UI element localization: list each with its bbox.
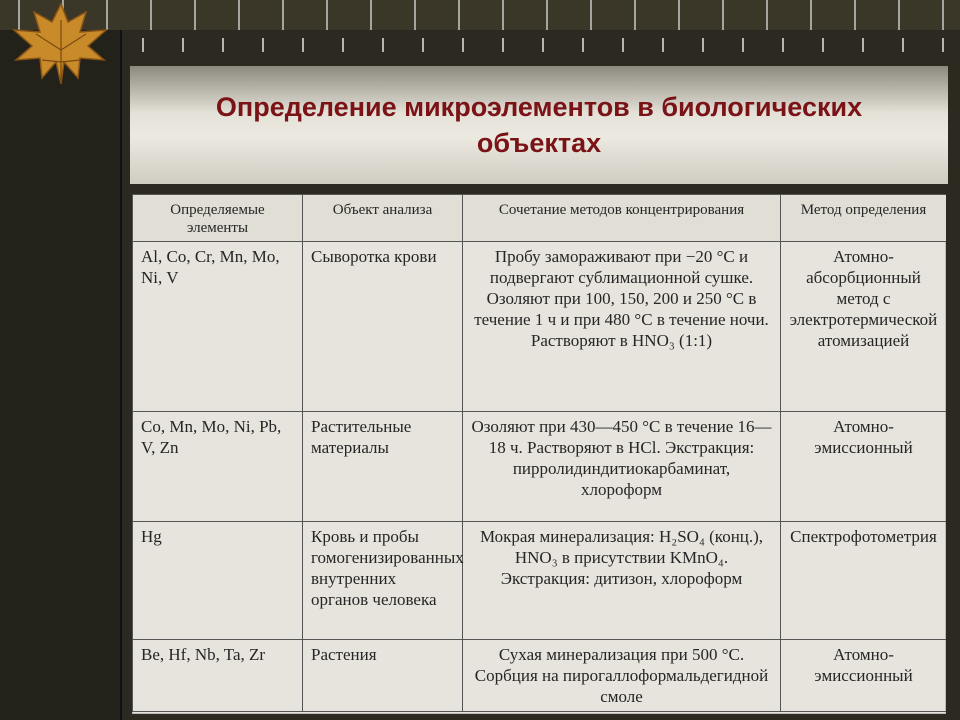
header-methods: Сочетание методов концентрирования bbox=[463, 195, 781, 242]
cell-object: Сыворотка крови bbox=[303, 242, 463, 412]
cell-determination: Атомно-эмиссионный bbox=[781, 412, 947, 522]
cell-determination: Атомно-абсорбционный метод с электротермической атомизацией bbox=[781, 242, 947, 412]
cell-determination: Спектрофотометрия bbox=[781, 522, 947, 640]
cell-object: Кровь и пробы гомогенизированных внутренних органов человека bbox=[303, 522, 463, 640]
table-header-row bbox=[133, 195, 947, 242]
cell-elements: Be, Hf, Nb, Ta, Zr bbox=[133, 640, 303, 712]
cell-elements: Hg bbox=[133, 522, 303, 640]
header-determination: Метод определения bbox=[781, 195, 947, 242]
cell-methods: Сухая минерализация при 500 °С. Сорбция на пирогаллоформальдегидной смоле bbox=[463, 640, 781, 712]
background-fleck-row bbox=[120, 38, 960, 52]
header-object: Объект анализа bbox=[303, 195, 463, 242]
methods-table bbox=[132, 194, 946, 712]
table-row bbox=[133, 412, 947, 522]
table-row bbox=[133, 640, 947, 712]
cell-elements: Al, Co, Cr, Mn, Mo, Ni, V bbox=[133, 242, 303, 412]
cell-methods: Пробу замораживают при −20 °С и подвергают сублимационной сушке. Озоляют при 100, 150, 200 и 250 °С в течение 1 ч и при 480 °С в течение ночи. Растворяют в HNO₃ (1:1) bbox=[463, 242, 781, 412]
cell-methods: Мокрая минерализация: H₂SO₄ (конц.), HNO₃ в присутствии KMnO₄. Экстракция: дитизон, хлороформ bbox=[463, 522, 781, 640]
table-row bbox=[133, 522, 947, 640]
cell-elements: Co, Mn, Mo, Ni, Pb, V, Zn bbox=[133, 412, 303, 522]
table-row bbox=[133, 242, 947, 412]
title-bar bbox=[130, 66, 948, 184]
autumn-leaf-icon bbox=[6, 0, 116, 86]
header-elements: Определяемые элементы bbox=[133, 195, 303, 242]
cell-object: Растительные материалы bbox=[303, 412, 463, 522]
cell-methods: Озоляют при 430—450 °С в течение 16—18 ч. Растворяют в HCl. Экстракция: пирролидиндитиокарбаминат, хлороформ bbox=[463, 412, 781, 522]
cell-determination: Атомно-эмиссионный bbox=[781, 640, 947, 712]
cell-object: Растения bbox=[303, 640, 463, 712]
scanned-table-image bbox=[132, 194, 946, 714]
background-left-panel bbox=[0, 30, 122, 720]
background-top-band bbox=[0, 0, 960, 30]
slide-title: Определение микроэлементов в биологических объектах bbox=[215, 92, 863, 158]
